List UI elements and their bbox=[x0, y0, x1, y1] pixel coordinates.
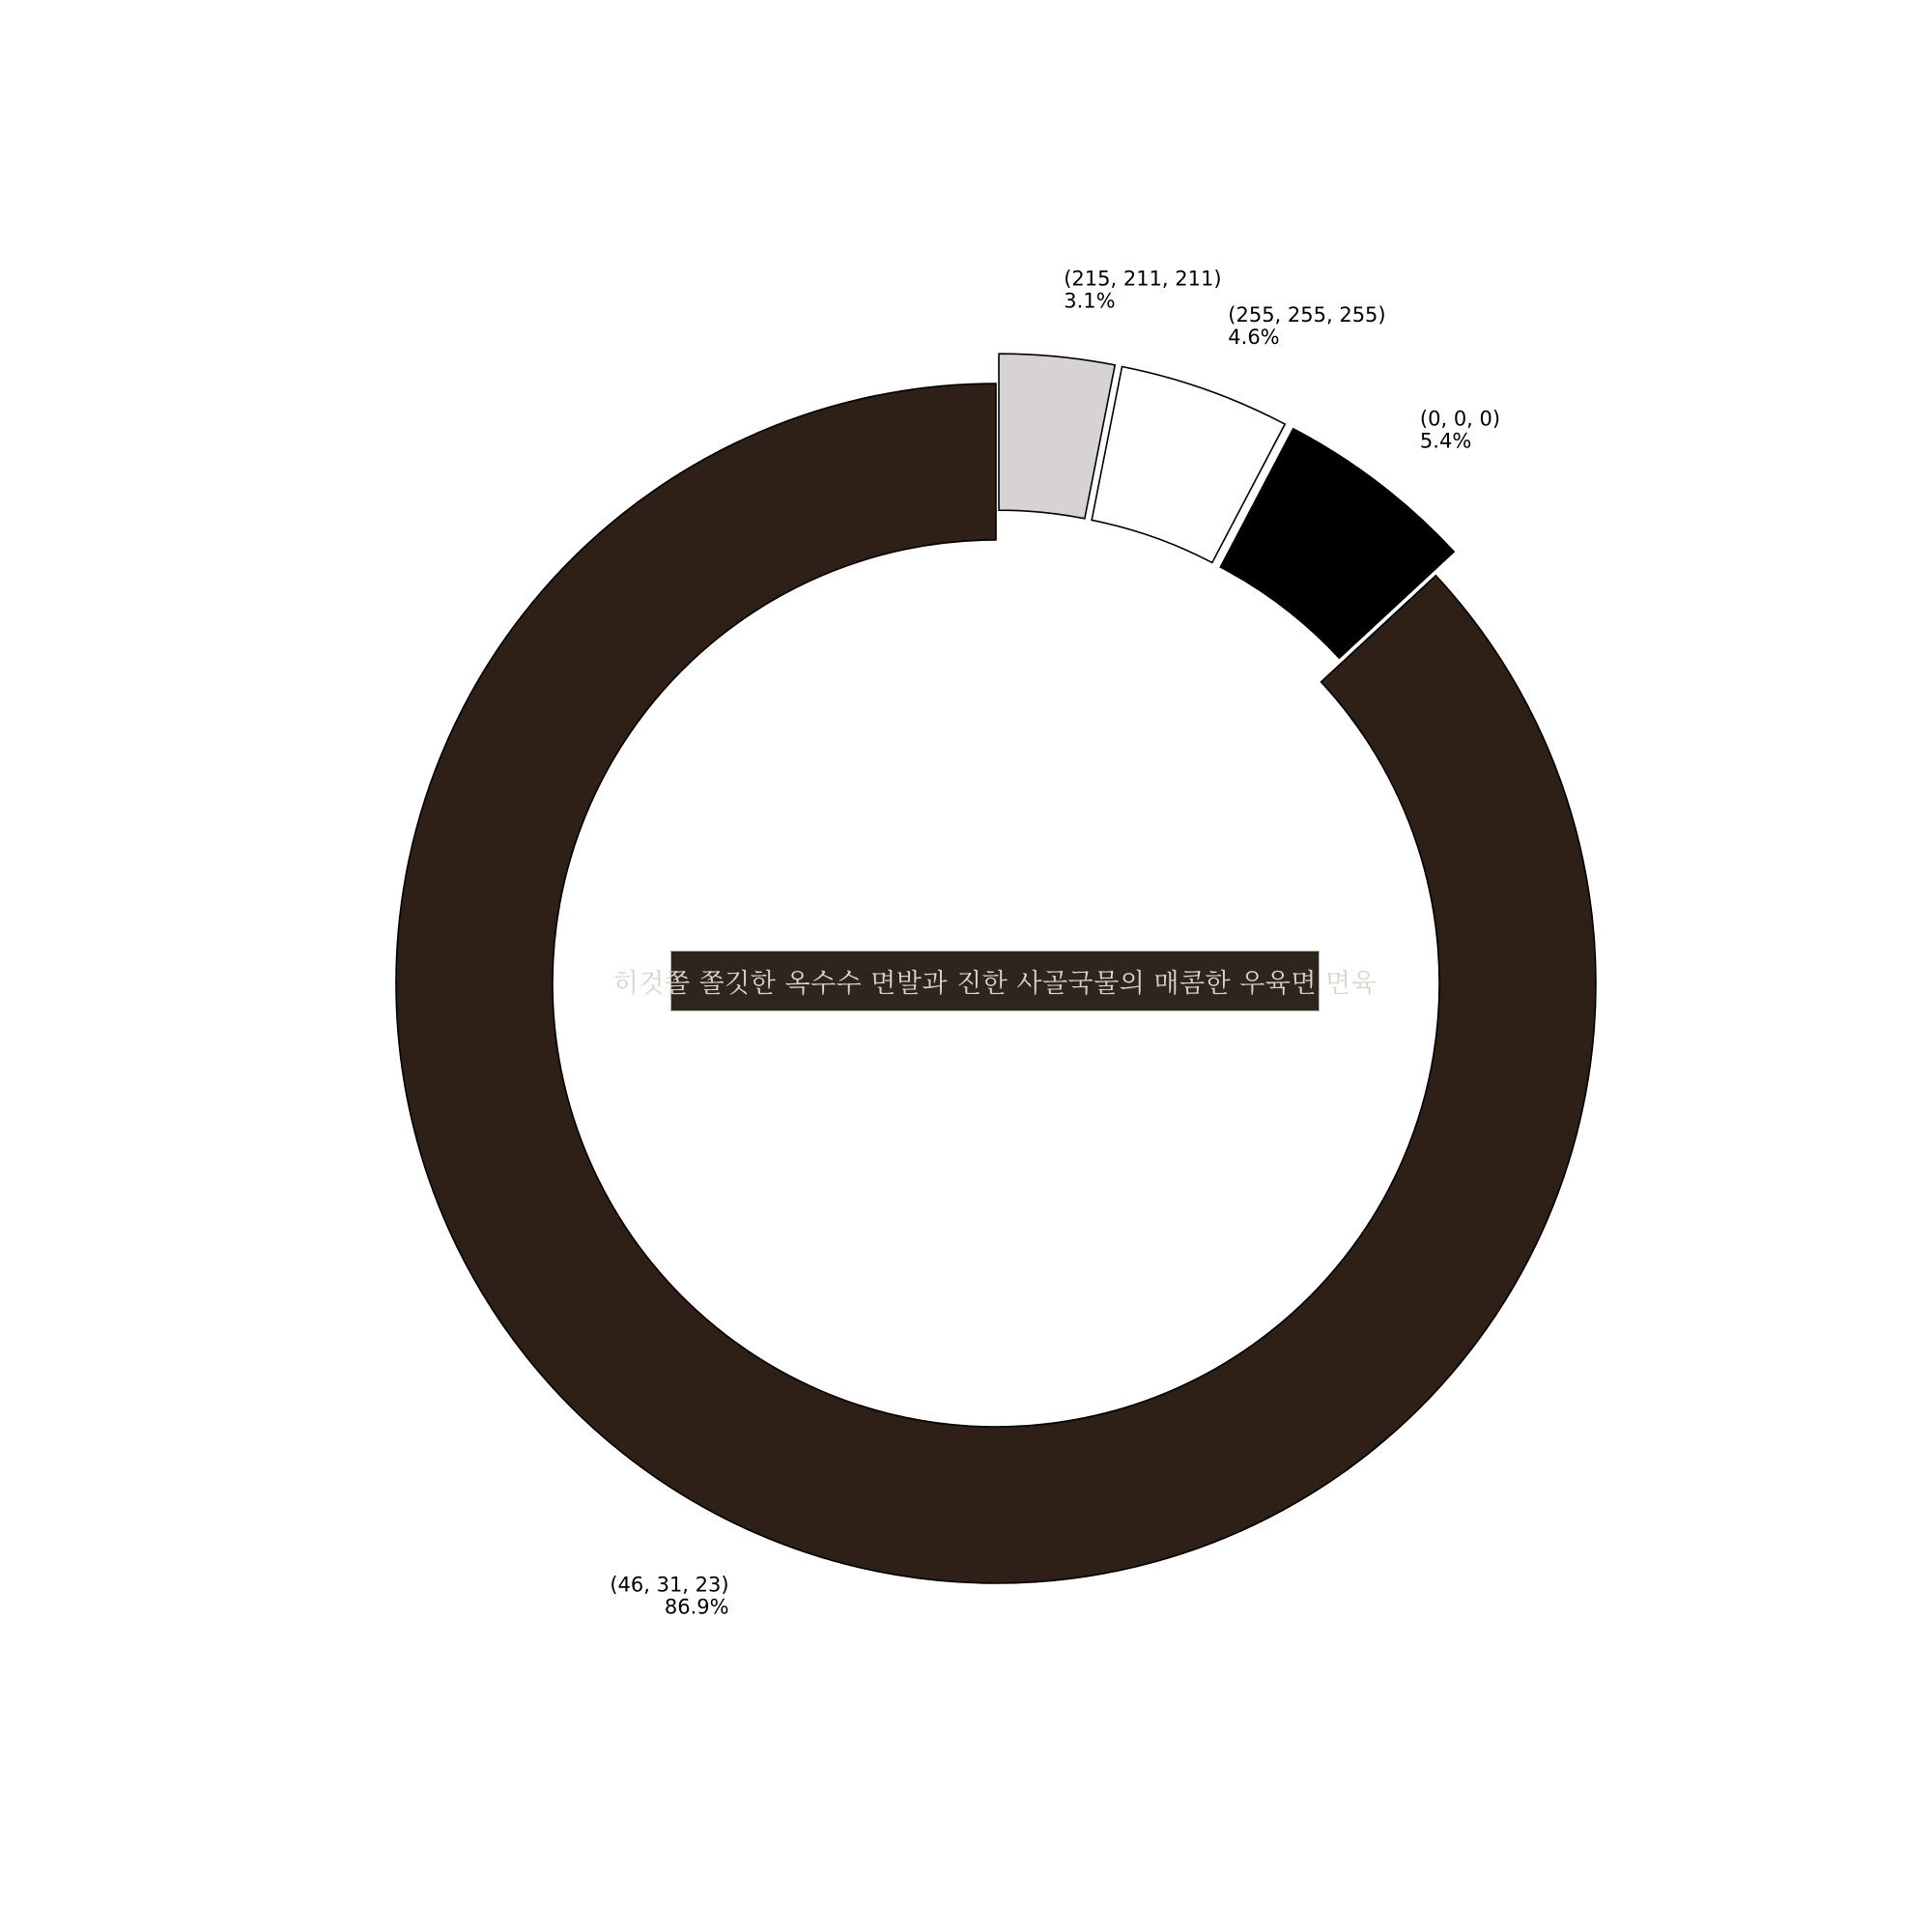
slice-label-name-1: (0, 0, 0) bbox=[1419, 407, 1501, 431]
slice-label-pct-0: 86.9% bbox=[664, 1595, 729, 1619]
center-image-text: 히것쫄 쫄깃한 옥수수 면발과 진한 사골국물의 매콤한 우육면 면육 bbox=[612, 969, 1378, 999]
slice-label-pct-3: 3.1% bbox=[1064, 289, 1116, 313]
slice-label-name-0: (46, 31, 23) bbox=[610, 1573, 729, 1597]
center-image-caption bbox=[612, 951, 1378, 1011]
slice-label-pct-2: 4.6% bbox=[1228, 326, 1280, 350]
slice-label-name-3: (215, 211, 211) bbox=[1064, 267, 1222, 291]
slice-label-3 bbox=[1064, 267, 1221, 312]
slice-label-name-2: (255, 255, 255) bbox=[1228, 303, 1386, 327]
slice-label-2 bbox=[1228, 303, 1385, 349]
slice-label-0 bbox=[610, 1573, 728, 1618]
slice-label-1 bbox=[1420, 408, 1500, 453]
slice-label-pct-1: 5.4% bbox=[1419, 429, 1472, 453]
